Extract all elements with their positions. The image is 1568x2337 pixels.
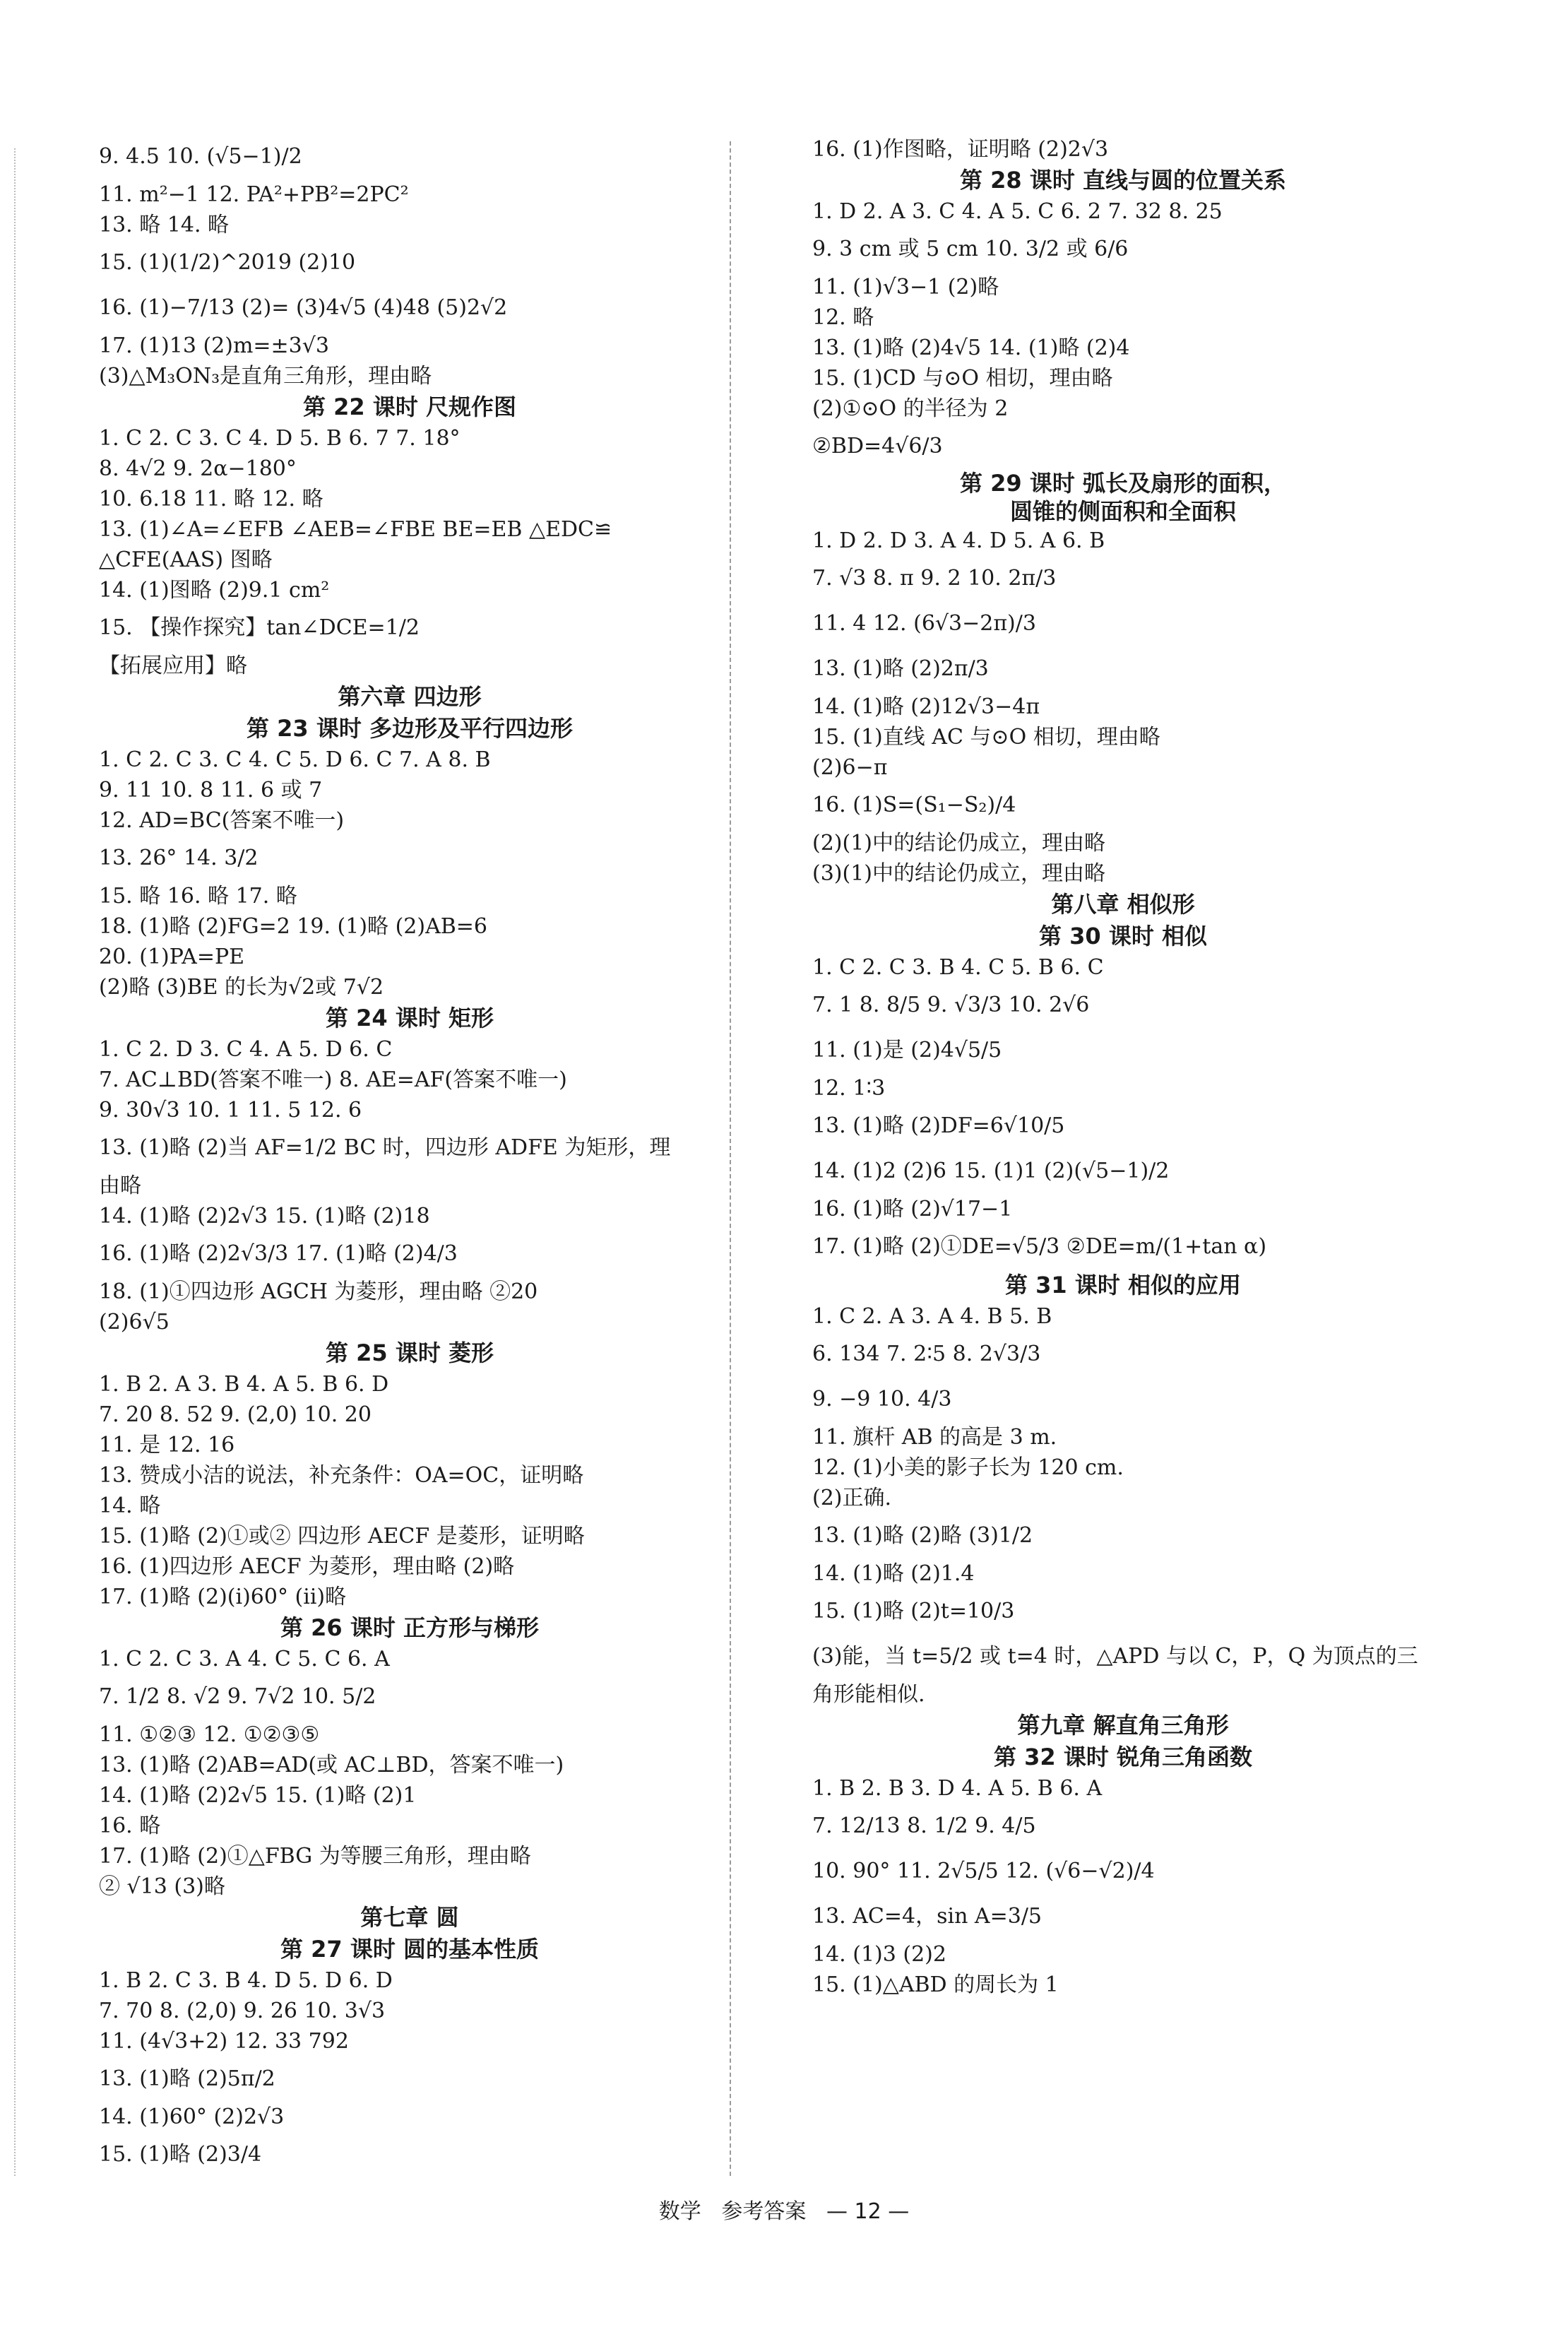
left-column [99,134,720,2177]
answer-line: 18. (1)①四边形 AGCH 为菱形，理由略 ②20 [99,1279,538,1304]
section-heading: 第七章 圆 [360,1904,459,1931]
answer-line: 15. (1)CD 与⊙O 相切，理由略 [812,366,1113,391]
section-heading: 第 31 课时 相似的应用 [1005,1272,1241,1298]
answer-line: 14. (1)略 (2)1.4 [812,1561,975,1586]
answer-line: 15. (1)(1/2)^2019 (2)10 [99,250,356,275]
answer-line: 7. 20 8. 52 9. (2,0) 10. 20 [99,1402,372,1427]
answer-line: 13. (1)略 (2)5π/2 [99,2066,275,2091]
answer-line: 17. (1)略 (2)①△FBG 为等腰三角形，理由略 [99,1844,531,1869]
answer-line: 12. 略 [812,305,874,330]
answer-line: 7. 1/2 8. √2 9. 7√2 10. 5/2 [99,1684,376,1709]
answer-line: 1. C 2. C 3. C 4. D 5. B 6. 7 7. 18° [99,426,461,451]
answer-line: (3)△M₃ON₃是直角三角形，理由略 [99,364,432,389]
answer-line: 15. (1)略 (2)t=10/3 [812,1599,1015,1623]
section-heading: 第八章 相似形 [1051,891,1195,918]
answer-line: 1. C 2. A 3. A 4. B 5. B [812,1304,1052,1329]
answer-line: 1. C 2. D 3. C 4. A 5. D 6. C [99,1037,393,1062]
answer-line: 16. (1)作图略，证明略 (2)2√3 [812,137,1109,162]
answer-line: 13. 26° 14. 3/2 [99,846,259,870]
answer-line: 13. (1)略 (2)当 AF=1/2 BC 时，四边形 ADFE 为矩形，理 [99,1135,671,1160]
answer-line: 1. D 2. D 3. A 4. D 5. A 6. B [812,528,1105,553]
answer-line: 13. 略 14. 略 [99,213,230,237]
section-heading: 第 26 课时 正方形与梯形 [280,1614,539,1641]
answer-line: 13. (1)略 (2)略 (3)1/2 [812,1523,1033,1548]
answer-line: 15. (1)直线 AC 与⊙O 相切，理由略 [812,725,1160,750]
answer-line: 13. (1)略 (2)4√5 14. (1)略 (2)4 [812,336,1130,360]
answer-line: 13. (1)∠A=∠EFB ∠AEB=∠FBE BE=EB △EDC≌ [99,517,612,542]
answer-line: 15. (1)略 (2)①或② 四边形 AECF 是菱形，证明略 [99,1524,585,1549]
answer-line: 11. 旗杆 AB 的高是 3 m. [812,1425,1057,1450]
answer-line: 1. C 2. C 3. A 4. C 5. C 6. A [99,1647,390,1672]
answer-line: 14. (1)60° (2)2√3 [99,2105,285,2129]
answer-line: 11. m²−1 12. PA²+PB²=2PC² [99,182,409,207]
section-heading: 第 24 课时 矩形 [326,1005,494,1031]
answer-line: 17. (1)13 (2)m=±3√3 [99,333,329,358]
answer-line: (2)6−π [812,755,888,780]
answer-line: 11. (1)是 (2)4√5/5 [812,1038,1002,1063]
answer-line: (3)能，当 t=5/2 或 t=4 时，△APD 与以 C，P，Q 为顶点的三 [812,1644,1418,1669]
section-heading: 第九章 解直角三角形 [1017,1712,1229,1739]
answer-line: 13. 赞成小洁的说法，补充条件：OA=OC，证明略 [99,1463,584,1488]
answer-line: 14. (1)略 (2)2√5 15. (1)略 (2)1 [99,1783,417,1808]
answer-line: 8. 4√2 9. 2α−180° [99,456,297,481]
answer-line: 9. 4.5 10. (√5−1)/2 [99,144,302,169]
answer-line: 1. B 2. C 3. B 4. D 5. D 6. D [99,1968,393,1993]
section-heading: 圆锥的侧面积和全面积 [1009,498,1236,525]
answer-line: 1. B 2. A 3. B 4. A 5. B 6. D [99,1372,389,1397]
answer-line: 16. 略 [99,1814,161,1838]
section-heading: 第 25 课时 菱形 [326,1339,494,1366]
answer-line: ②BD=4√6/3 [812,434,943,458]
section-heading: 第 22 课时 尺规作图 [303,394,516,420]
answer-line: 11. 4 12. (6√3−2π)/3 [812,611,1036,636]
answer-line: 15. (1)略 (2)3/4 [99,2142,262,2167]
section-heading: 第六章 四边形 [338,683,482,710]
answer-line: 14. (1)略 (2)12√3−4π [812,694,1040,719]
answer-line: 1. C 2. C 3. C 4. C 5. D 6. C 7. A 8. B [99,747,491,772]
answer-line: 11. (4√3+2) 12. 33 792 [99,2029,349,2054]
answer-line: 7. 12/13 8. 1/2 9. 4/5 [812,1814,1036,1838]
answer-line: 9. 11 10. 8 11. 6 或 7 [99,778,323,803]
answer-line: (2)①⊙O 的半径为 2 [812,396,1009,421]
answer-line: 15. 【操作探究】tan∠DCE=1/2 [99,615,420,640]
answer-line: 16. (1)四边形 AECF 为菱形，理由略 (2)略 [99,1554,515,1579]
answer-line: 7. 70 8. (2,0) 9. 26 10. 3√3 [99,1999,386,2023]
answer-line: (3)(1)中的结论仍成立，理由略 [812,861,1105,886]
answer-line: 1. D 2. A 3. C 4. A 5. C 6. 2 7. 32 8. 25 [812,199,1223,224]
answer-line: 由略 [99,1173,141,1198]
answer-line: 12. 1∶3 [812,1076,886,1101]
answer-line: 18. (1)略 (2)FG=2 19. (1)略 (2)AB=6 [99,914,488,939]
answer-line: 16. (1)S=(S₁−S₂)/4 [812,793,1016,817]
answer-line: 11. ①②③ 12. ①②③⑤ [99,1722,320,1747]
page-footer: 数学 参考答案 — 12 — [658,2199,910,2224]
section-heading: 第 28 课时 直线与圆的位置关系 [960,167,1286,194]
answer-line: 11. (1)√3−1 (2)略 [812,275,999,300]
answer-line: 11. 是 12. 16 [99,1433,235,1457]
answer-line: 14. (1)略 (2)2√3 15. (1)略 (2)18 [99,1204,430,1229]
answer-line: 14. (1)2 (2)6 15. (1)1 (2)(√5−1)/2 [812,1159,1170,1183]
column-divider [730,141,731,2176]
answer-line: 15. 略 16. 略 17. 略 [99,884,297,909]
answer-line: 13. (1)略 (2)2π/3 [812,656,989,681]
answer-line: 16. (1)略 (2)√17−1 [812,1197,1013,1221]
answer-line: 13. AC=4，sin A=3/5 [812,1904,1043,1929]
answer-line: 12. (1)小美的影子长为 120 cm. [812,1455,1124,1480]
answer-line: 【拓展应用】略 [99,653,247,678]
answer-line: 9. −9 10. 4/3 [812,1387,952,1412]
answer-line: 9. 30√3 10. 1 11. 5 12. 6 [99,1098,362,1123]
section-heading: 第 30 课时 相似 [1039,923,1207,949]
section-heading: 第 32 课时 锐角三角函数 [994,1744,1252,1770]
answer-line: (2)略 (3)BE 的长为√2或 7√2 [99,975,384,1000]
answer-line: (2)6√5 [99,1310,170,1335]
section-heading: 第 29 课时 弧长及扇形的面积， [960,470,1286,497]
answer-line: △CFE(AAS) 图略 [99,548,273,572]
answer-line: 9. 3 cm 或 5 cm 10. 3/2 或 6/6 [812,237,1129,261]
answer-line: 17. (1)略 (2)①DE=√5/3 ②DE=m/(1+tan α) [812,1234,1267,1259]
answer-line: 13. (1)略 (2)DF=6√10/5 [812,1113,1065,1138]
answer-line: 16. (1)略 (2)2√3/3 17. (1)略 (2)4/3 [99,1241,458,1266]
answer-line: 7. AC⊥BD(答案不唯一) 8. AE=AF(答案不唯一) [99,1067,567,1092]
answer-line: 角形能相似. [812,1682,925,1707]
answer-line: 6. 134 7. 2∶5 8. 2√3/3 [812,1342,1041,1366]
answer-line: 14. (1)3 (2)2 [812,1942,946,1967]
answer-line: 7. 1 8. 8/5 9. √3/3 10. 2√6 [812,993,1090,1017]
answer-line: 12. AD=BC(答案不唯一) [99,808,345,833]
answer-line: 1. B 2. B 3. D 4. A 5. B 6. A [812,1776,1103,1801]
right-column [812,134,1434,2000]
answer-line: 20. (1)PA=PE [99,945,245,969]
binding-margin-line [14,148,25,2176]
answer-line: 16. (1)−7/13 (2)= (3)4√5 (4)48 (5)2√2 [99,295,508,320]
answer-line: 15. (1)△ABD 的周长为 1 [812,1972,1059,1997]
answer-line: ② √13 (3)略 [99,1874,225,1899]
answer-line: 10. 6.18 11. 略 12. 略 [99,487,323,511]
answer-line: 13. (1)略 (2)AB=AD(或 AC⊥BD，答案不唯一) [99,1753,564,1777]
answer-line: 7. √3 8. π 9. 2 10. 2π/3 [812,566,1057,591]
answer-line: 14. 略 [99,1493,161,1518]
answer-line: (2)(1)中的结论仍成立，理由略 [812,831,1105,856]
answer-line: 17. (1)略 (2)(ⅰ)60° (ⅱ)略 [99,1585,347,1609]
answer-line: 10. 90° 11. 2√5/5 12. (√6−√2)/4 [812,1859,1155,1883]
section-heading: 第 23 课时 多边形及平行四边形 [247,715,573,742]
answer-line: 1. C 2. C 3. B 4. C 5. B 6. C [812,955,1104,980]
answer-line: (2)正确. [812,1486,892,1510]
section-heading: 第 27 课时 圆的基本性质 [280,1936,539,1963]
answer-line: 14. (1)图略 (2)9.1 cm² [99,578,330,603]
